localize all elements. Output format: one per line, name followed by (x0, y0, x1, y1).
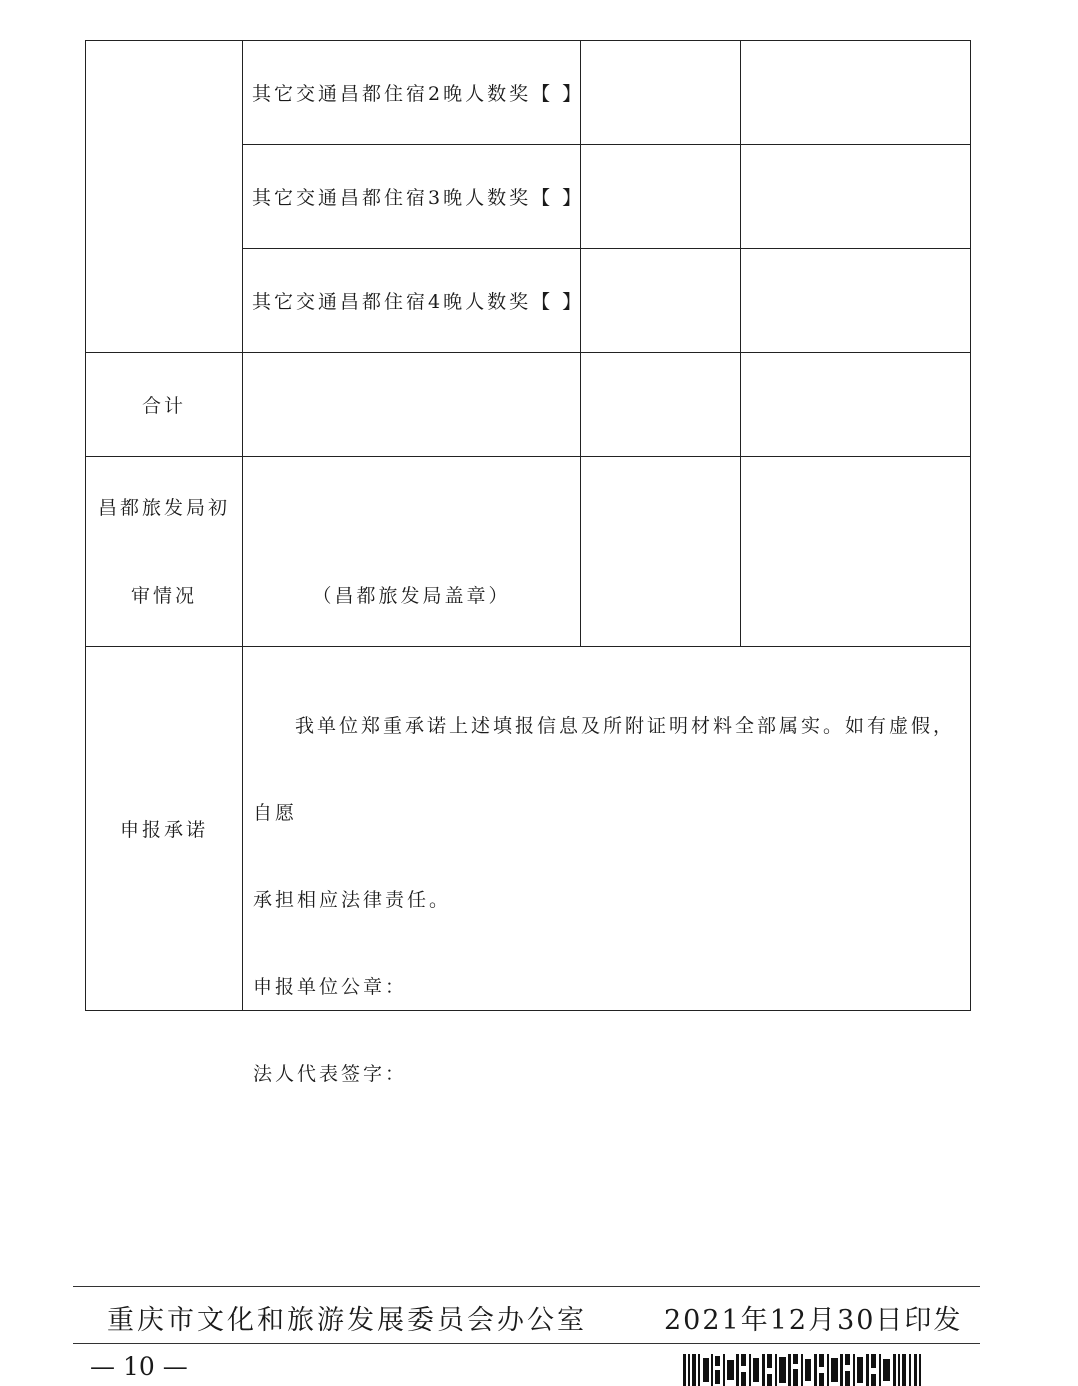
empty-cell (581, 457, 741, 647)
page-number: — 10 — (90, 1352, 188, 1381)
award-item-label: 其它交通昌都住宿4晚人数奖【 】 (243, 249, 581, 353)
footer-bottom-rule (73, 1343, 980, 1344)
blank-category-cell (86, 41, 243, 353)
empty-cell (741, 353, 971, 457)
review-label-line2: 审情况 (130, 584, 197, 607)
signature-field-label: 法人代表签字： (253, 1063, 408, 1085)
empty-cell (581, 353, 741, 457)
commitment-label: 申报承诺 (86, 647, 243, 1011)
review-stamp-text: （昌都旅发局盖章） (312, 585, 511, 607)
commitment-cell (243, 647, 971, 1085)
empty-cell (741, 457, 971, 647)
application-form-table (85, 40, 971, 1085)
review-stamp-cell (243, 457, 581, 647)
award-item-label: 其它交通昌都住宿3晚人数奖【 】 (243, 145, 581, 249)
empty-cell (581, 145, 741, 249)
empty-cell (741, 145, 971, 249)
issue-date: 2021年12月30日印发 (664, 1305, 963, 1336)
total-row (86, 353, 971, 457)
review-label-line1: 昌都旅发局初 (97, 496, 230, 519)
commitment-text-line2: 承担相应法律责任。 (253, 889, 452, 911)
seal-field-label: 申报单位公章： (253, 976, 408, 998)
empty-cell (581, 41, 741, 145)
commitment-row (86, 647, 971, 1011)
review-label (86, 457, 243, 647)
issuing-office: 重庆市文化和旅游发展委员会办公室 (107, 1305, 587, 1336)
empty-cell (741, 41, 971, 145)
empty-cell (581, 249, 741, 353)
commitment-body (253, 683, 969, 1118)
review-row (86, 457, 971, 647)
commitment-text-line1: 我单位郑重承诺上述填报信息及所附证明材料全部属实。如有虚假，自愿 (253, 715, 956, 824)
empty-cell (243, 353, 581, 457)
footer-top-rule (73, 1286, 980, 1287)
total-label: 合计 (86, 353, 243, 457)
table-row (86, 41, 971, 145)
award-item-label: 其它交通昌都住宿2晚人数奖【 】 (243, 41, 581, 145)
empty-cell (741, 249, 971, 353)
barcode-icon (683, 1354, 923, 1386)
